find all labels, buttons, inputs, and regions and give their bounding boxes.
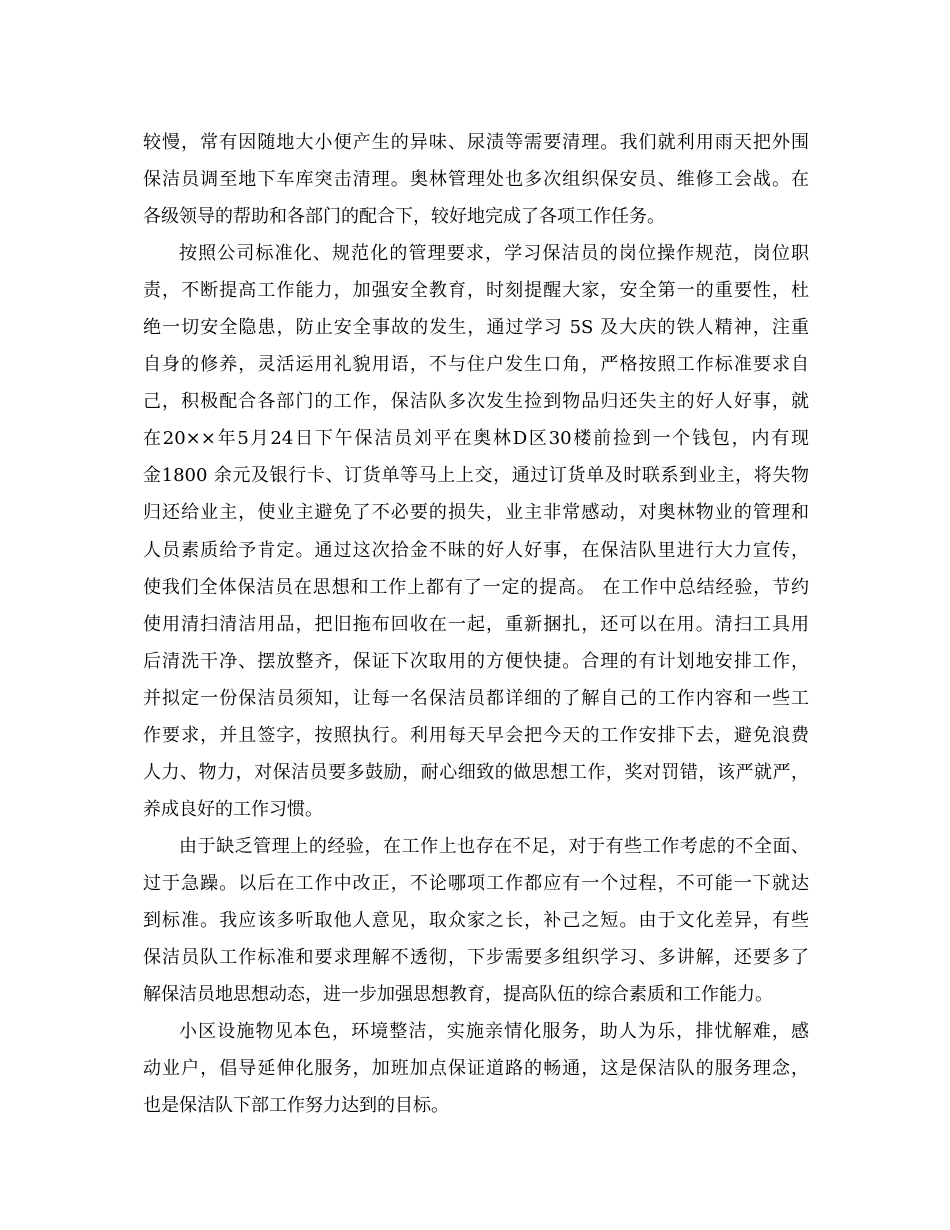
document-body (143, 124, 809, 1124)
text-line: 较慢，常有因随地大小便产生的异味、尿渍等需要清理。我们就利用雨天把外围 (143, 132, 809, 153)
text-line: 自身的修养，灵活运用礼貌用语，不与住户发生口角，严格按照工作标准要求自 (143, 354, 809, 376)
text-line: 归还给业主，使业主避免了不必要的损失，业主非常感动，对奥林物业的管理和 (143, 502, 809, 524)
text-line: 也是保洁队下部工作努力达到的目标。 (143, 1095, 449, 1117)
text-line: 人力、物力，对保洁员要多鼓励，耐心细致的做思想工作，奖对罚错，该严就严， (143, 761, 809, 783)
text-line: 到标准。我应该多听取他人意见，取众家之长，补己之短。由于文化差异，有些 (143, 909, 809, 931)
text-line: 并拟定一份保洁员须知，让每一名保洁员都详细的了解自己的工作内容和一些工 (143, 687, 809, 709)
text-line: 保洁员调至地下车库突击清理。奥林管理处也多次组织保安员、维修工会战。在 (143, 169, 809, 191)
text-line: 保洁员队工作标准和要求理解不透彻，下步需要多组织学习、多讲解，还要多了 (143, 947, 809, 969)
text-line: 各级领导的帮助和各部门的配合下，较好地完成了各项工作任务。 (143, 206, 665, 228)
text-line: 按照公司标准化、规范化的管理要求，学习保洁员的岗位操作规范，岗位职 (179, 243, 809, 265)
text-line: 由于缺乏管理上的经验，在工作上也存在不足，对于有些工作考虑的不全面、 (179, 835, 809, 857)
text-line: 在20××年5月24日下午保洁员刘平在奥林D区30楼前捡到一个钱包，内有现 (143, 428, 809, 450)
text-line: 己，积极配合各部门的工作，保洁队多次发生捡到物品归还失主的好人好事，就 (143, 391, 809, 413)
text-line: 养成良好的工作习惯。 (143, 798, 323, 820)
text-line: 人员素质给予肯定。通过这次拾金不昧的好人好事，在保洁队里进行大力宣传， (143, 539, 809, 561)
text-line: 后清洗干净、摆放整齐，保证下次取用的方便快捷。合理的有计划地安排工作， (143, 650, 809, 672)
text-line: 金1800 余元及银行卡、订货单等马上上交，通过订货单及时联系到业主，将失物 (143, 465, 809, 487)
text-line: 小区设施物见本色，环境整洁，实施亲情化服务，助人为乐，排忧解难，感 (179, 1021, 809, 1043)
text-line: 责，不断提高工作能力，加强安全教育，时刻提醒大家，安全第一的重要性，杜 (143, 280, 809, 302)
text-line: 解保洁员地思想动态，进一步加强思想教育，提高队伍的综合素质和工作能力。 (143, 984, 773, 1006)
text-line: 动业户，倡导延伸化服务，加班加点保证道路的畅通，这是保洁队的服务理念， (143, 1058, 809, 1080)
text-line: 过于急躁。以后在工作中改正，不论哪项工作都应有一个过程，不可能一下就达 (143, 872, 809, 894)
text-line: 绝一切安全隐患，防止安全事故的发生，通过学习 5S 及大庆的铁人精神，注重 (143, 317, 809, 339)
text-line: 使用清扫清洁用品，把旧拖布回收在一起，重新捆扎，还可以在用。清扫工具用 (143, 613, 809, 635)
text-line: 使我们全体保洁员在思想和工作上都有了一定的提高。 在工作中总结经验，节约 (143, 576, 809, 598)
text-line: 作要求，并且签字，按照执行。利用每天早会把今天的工作安排下去，避免浪费 (143, 724, 809, 746)
